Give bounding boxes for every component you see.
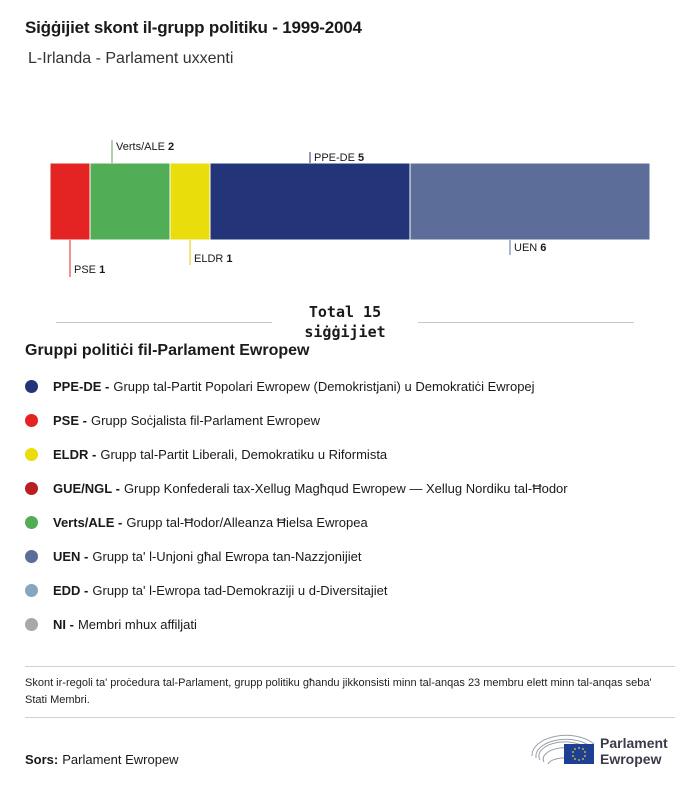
total-unit: siġġijiet xyxy=(304,323,386,341)
source-label: Sors: xyxy=(25,752,59,767)
bar-segment-ppe-de xyxy=(210,163,410,240)
legend-desc: Membri mhux affiljati xyxy=(77,616,197,632)
bar-label-value: 1 xyxy=(226,253,233,265)
legend-swatch-icon xyxy=(25,448,38,461)
seat-bar-chart xyxy=(0,130,700,280)
legend-desc: Grupp tal-Ħodor/Alleanza Ħielsa Ewropea xyxy=(126,514,368,530)
legend-swatch-icon xyxy=(25,618,38,631)
bar-label xyxy=(514,242,546,254)
chart-subtitle: L-Irlanda - Parlament uxxenti xyxy=(28,50,234,67)
legend-abbr: PPE-DE - xyxy=(53,378,110,394)
legend-item xyxy=(25,403,568,437)
legend-abbr: NI - xyxy=(53,616,74,632)
bar-segment-verts-ale xyxy=(90,163,170,240)
bar-segment-eldr xyxy=(170,163,210,240)
total-divider-left xyxy=(56,322,272,323)
bar-label-group: UEN xyxy=(514,242,541,254)
legend-swatch-icon xyxy=(25,482,38,495)
legend-desc: Grupp ta' l-Ewropa tad-Demokraziji u d-Diversitajiet xyxy=(92,582,388,598)
bar-label-value: 5 xyxy=(358,152,365,164)
legend-abbr: ELDR - xyxy=(53,446,97,462)
bar-segment-uen xyxy=(410,163,650,240)
logo-line2: Ewropew xyxy=(600,751,662,767)
legend-desc: Grupp tal-Partit Popolari Ewropew (Demokristjani) u Demokratiċi Ewropej xyxy=(113,378,535,394)
bar-segment-pse xyxy=(50,163,90,240)
legend-desc: Grupp Soċjalista fil-Parlament Ewropew xyxy=(90,412,321,428)
logo-line1: Parlament xyxy=(600,735,668,751)
divider xyxy=(25,666,675,667)
divider xyxy=(25,717,675,718)
legend-desc: Grupp tal-Partit Liberali, Demokratiku u Riformista xyxy=(100,446,388,462)
legend-desc: Grupp Konfederali tax-Xellug Magħqud Ewropew — Xellug Nordiku tal-Ħodor xyxy=(123,480,568,496)
chart-title: Siġġijiet skont il-grupp politiku - 1999-2004 xyxy=(25,18,362,37)
bar-label-value: 6 xyxy=(540,242,547,254)
legend-abbr: PSE - xyxy=(53,412,87,428)
total-label: Total 15 xyxy=(308,303,382,321)
bar-label-group: Verts/ALE xyxy=(116,141,168,153)
legend-swatch-icon xyxy=(25,380,38,393)
legend-item xyxy=(25,471,568,505)
logo-text xyxy=(600,735,668,767)
legend-swatch-icon xyxy=(25,550,38,563)
bar-label xyxy=(74,264,105,276)
legend-swatch-icon xyxy=(25,414,38,427)
bar-label xyxy=(194,253,233,265)
legend xyxy=(25,369,568,641)
total-divider-right xyxy=(418,322,634,323)
legend-item xyxy=(25,505,568,539)
legend-item xyxy=(25,573,568,607)
source-value: Parlament Ewropew xyxy=(62,752,179,767)
bar-label xyxy=(314,152,364,164)
bar-label-value: 1 xyxy=(99,264,106,276)
legend-item xyxy=(25,437,568,471)
bar-label-group: ELDR xyxy=(194,253,227,265)
bar-label-value: 2 xyxy=(167,141,175,153)
legend-abbr: UEN - xyxy=(53,548,89,564)
legend-item xyxy=(25,607,568,641)
bar-label xyxy=(116,141,174,153)
legend-swatch-icon xyxy=(25,584,38,597)
legend-abbr: EDD - xyxy=(53,582,89,598)
total-seats xyxy=(272,302,418,342)
legend-swatch-icon xyxy=(25,516,38,529)
legend-abbr: Verts/ALE - xyxy=(53,514,123,530)
bar-label-group: PPE-DE xyxy=(314,152,359,164)
legend-title: Gruppi politiċi fil-Parlament Ewropew xyxy=(25,342,310,359)
footnote: Skont ir-regoli ta' proċedura tal-Parlament, grupp politiku għandu jikkonsisti minn tal-anqas 23 membru elett minn tal-anqas seba' Stati Membri. xyxy=(25,677,652,706)
legend-desc: Grupp ta' l-Unjoni għal Ewropa tan-Nazzjonijiet xyxy=(92,548,362,564)
legend-item xyxy=(25,369,568,403)
legend-abbr: GUE/NGL - xyxy=(53,480,120,496)
bar-label-group: PSE xyxy=(74,264,100,276)
legend-item xyxy=(25,539,568,573)
source xyxy=(25,752,179,767)
